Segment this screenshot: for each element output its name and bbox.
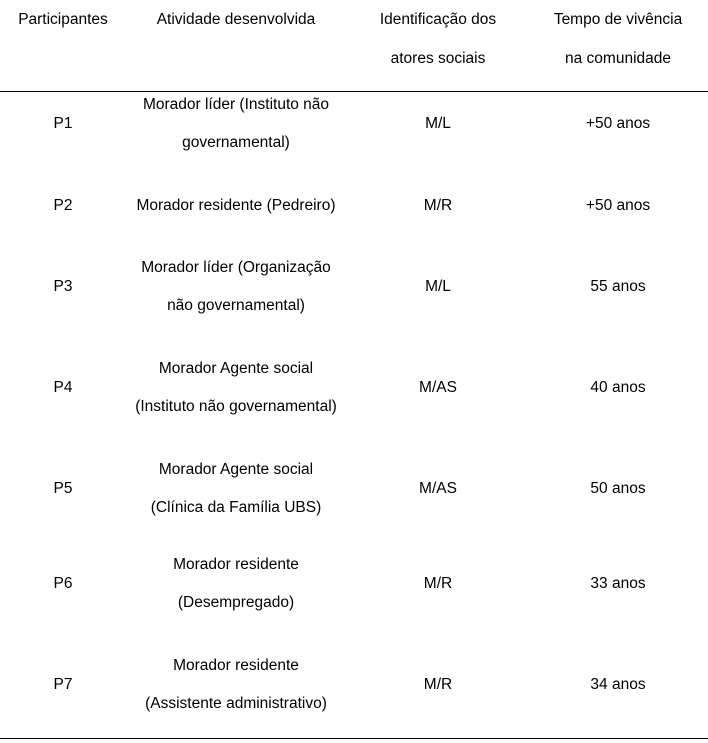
row-3-participante-text: P3	[53, 278, 73, 295]
row-3-tempo	[528, 249, 708, 325]
header-tempo-line2: na comunidade	[565, 50, 671, 67]
row-7-atividade-line2: (Assistente administrativo)	[145, 695, 327, 712]
row-4-participante	[0, 350, 126, 426]
header-identificacao-line2: atores sociais	[390, 50, 486, 67]
row-2-identificacao	[358, 187, 518, 225]
row-3-atividade-line1: Morador líder (Organização	[141, 259, 331, 276]
table-header	[0, 0, 708, 92]
row-2-tempo	[528, 187, 708, 225]
row-3-atividade	[120, 249, 352, 325]
row-4-atividade-line2: (Instituto não governamental)	[135, 398, 337, 415]
row-1-atividade-line2: governamental)	[182, 134, 290, 151]
row-6-atividade-line1: Morador residente	[173, 556, 299, 573]
row-7-participante	[0, 647, 126, 723]
row-5-tempo	[528, 451, 708, 527]
row-4-atividade-line1: Morador Agente social	[158, 360, 314, 377]
table-bottom-rule	[0, 738, 708, 739]
row-4-identificacao	[358, 350, 518, 426]
header-tempo	[528, 0, 708, 78]
row-7-atividade	[120, 647, 352, 723]
row-5-participante-text: P5	[53, 480, 73, 497]
header-participantes-text: Participantes	[18, 11, 108, 28]
row-2-participante	[0, 187, 126, 225]
header-atividade	[120, 0, 352, 39]
row-2-atividade	[120, 187, 352, 225]
header-identificacao	[358, 0, 518, 78]
row-5-identificacao-text: M/AS	[419, 480, 457, 497]
header-participantes	[0, 0, 126, 39]
row-1-participante-text: P1	[53, 115, 73, 132]
row-4-tempo	[528, 350, 708, 426]
row-6-participante	[0, 546, 126, 622]
row-3-identificacao-text: M/L	[425, 278, 451, 295]
row-6-identificacao-text: M/R	[423, 575, 453, 592]
row-7-atividade-line1: Morador residente	[173, 657, 299, 674]
row-1-atividade	[120, 86, 352, 162]
row-7-participante-text: P7	[53, 676, 73, 693]
row-3-identificacao	[358, 249, 518, 325]
row-4-identificacao-text: M/AS	[419, 379, 457, 396]
row-2-atividade-line1: Morador residente (Pedreiro)	[136, 197, 336, 214]
row-3-participante	[0, 249, 126, 325]
row-4-tempo-text: 40 anos	[590, 379, 646, 396]
row-6-atividade	[120, 546, 352, 622]
header-tempo-line1: Tempo de vivência	[553, 11, 683, 28]
header-atividade-text: Atividade desenvolvida	[156, 11, 316, 28]
row-1-identificacao-text: M/L	[425, 115, 451, 132]
row-6-participante-text: P6	[53, 575, 73, 592]
row-4-atividade	[120, 350, 352, 426]
row-2-identificacao-text: M/R	[423, 197, 453, 214]
row-5-tempo-text: 50 anos	[590, 480, 646, 497]
row-6-tempo-text: 33 anos	[590, 575, 646, 592]
row-2-participante-text: P2	[53, 197, 73, 214]
row-2-tempo-text: +50 anos	[585, 197, 651, 214]
row-7-tempo-text: 34 anos	[590, 676, 646, 693]
row-6-atividade-line2: (Desempregado)	[177, 594, 295, 611]
row-4-participante-text: P4	[53, 379, 73, 396]
row-5-identificacao	[358, 451, 518, 527]
row-6-tempo	[528, 546, 708, 622]
row-1-tempo-text: +50 anos	[585, 115, 651, 132]
row-1-atividade-line1: Morador líder (Instituto não	[142, 96, 330, 113]
row-5-atividade-line2: (Clínica da Família UBS)	[150, 499, 322, 516]
row-7-identificacao-text: M/R	[423, 676, 453, 693]
row-3-atividade-line2: não governamental)	[167, 297, 305, 314]
row-5-participante	[0, 451, 126, 527]
row-7-identificacao	[358, 647, 518, 723]
row-6-identificacao	[358, 546, 518, 622]
row-1-tempo	[528, 86, 708, 162]
row-5-atividade-line1: Morador Agente social	[158, 461, 314, 478]
header-identificacao-line1: Identificação dos	[379, 11, 497, 28]
row-1-participante	[0, 86, 126, 162]
row-1-identificacao	[358, 86, 518, 162]
row-5-atividade	[120, 451, 352, 527]
row-7-tempo	[528, 647, 708, 723]
row-3-tempo-text: 55 anos	[590, 278, 646, 295]
